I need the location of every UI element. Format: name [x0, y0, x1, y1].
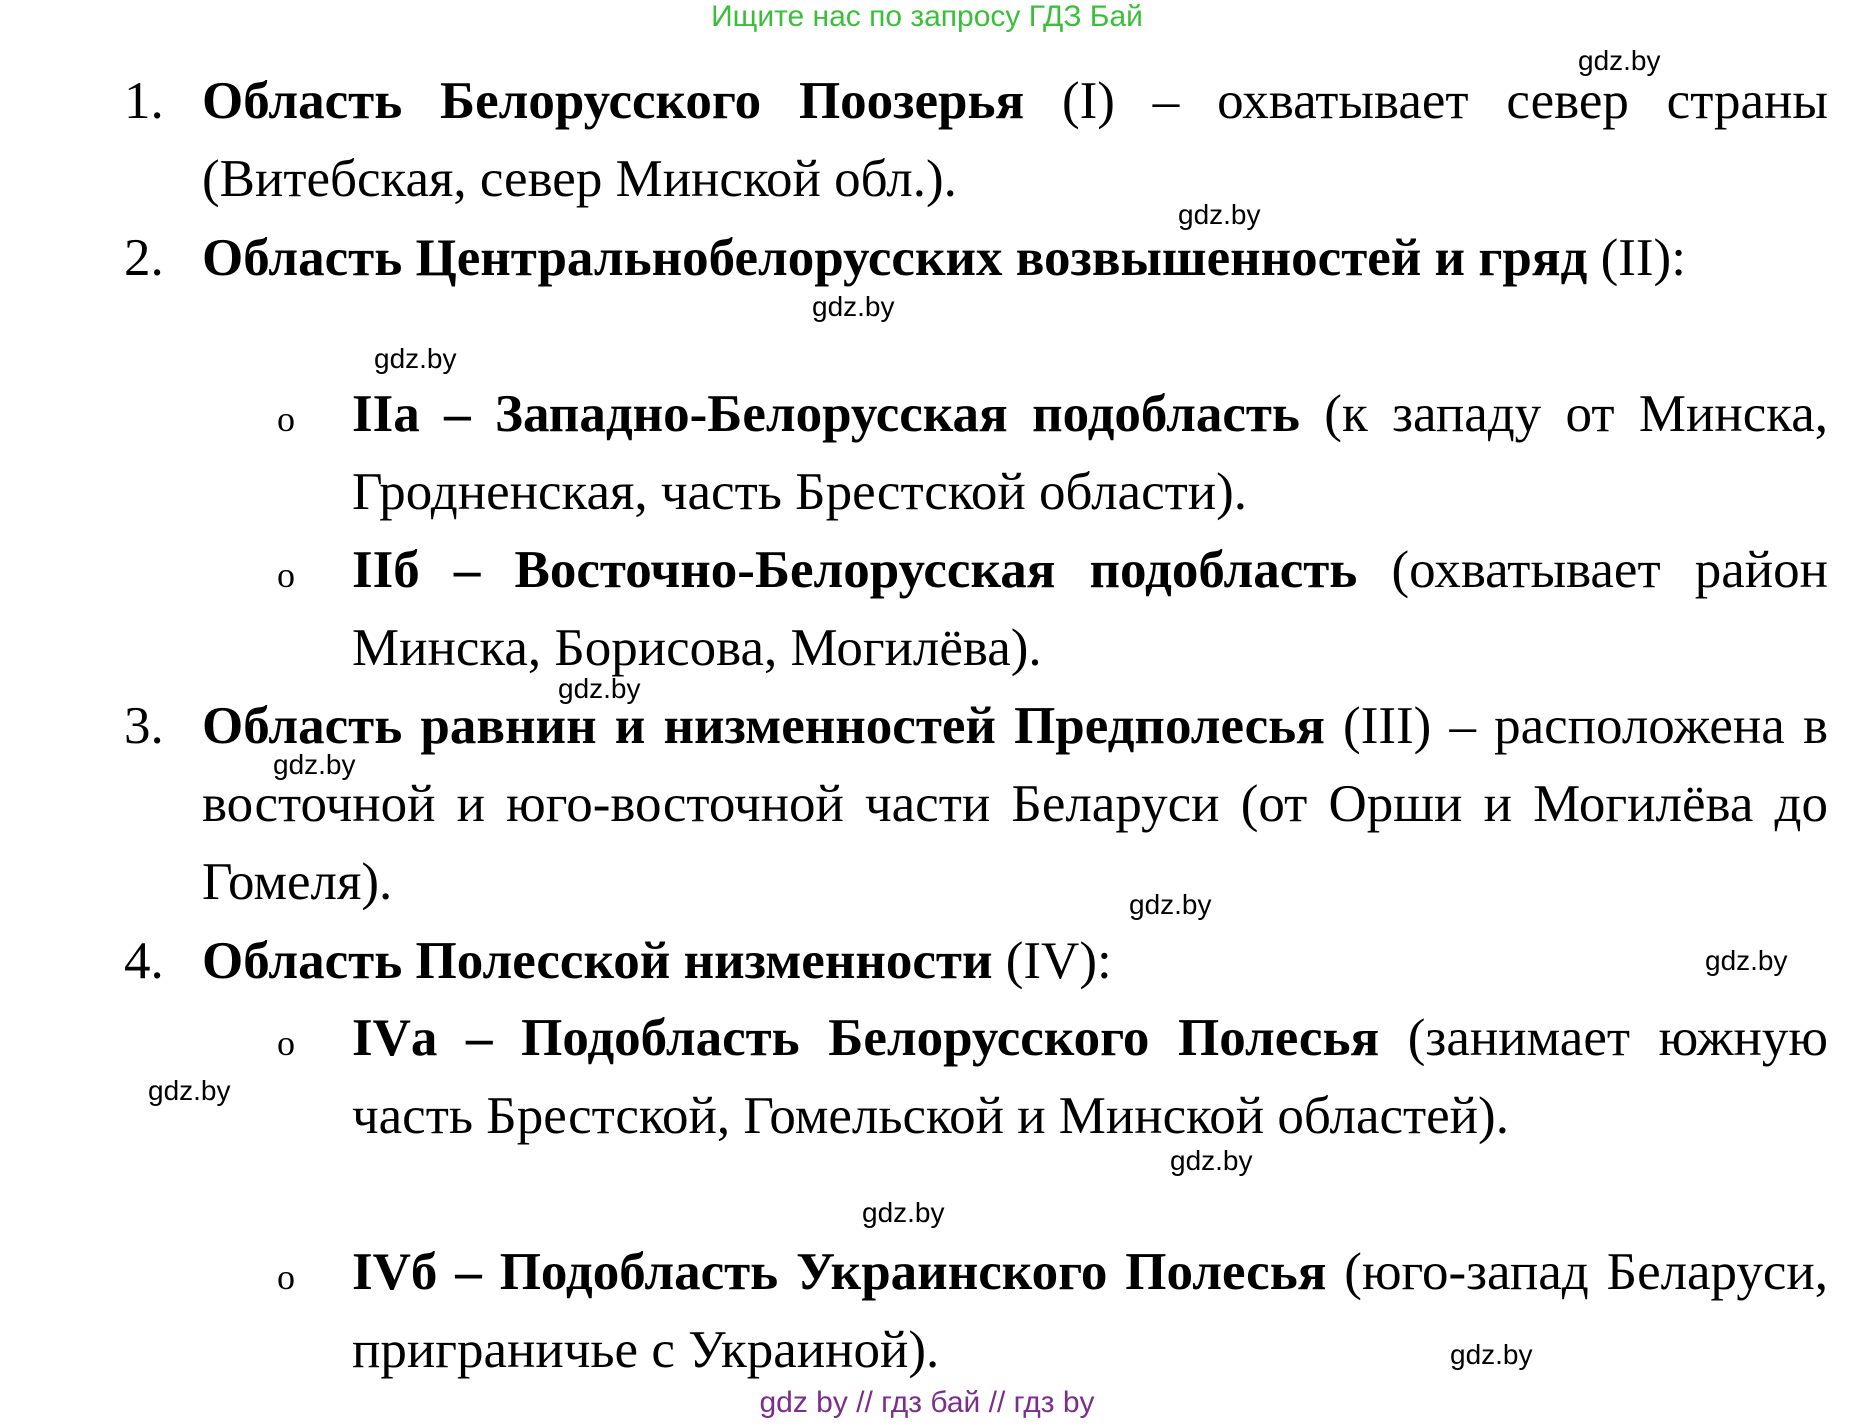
watermark: gdz.by	[558, 673, 641, 704]
item-title: Область Центральнобелорусских возвышенностей и гряд	[202, 229, 1588, 287]
bullet-icon: o	[277, 1023, 295, 1063]
header-banner[interactable]: Ищите нас по запросу ГДЗ Бай	[711, 0, 1143, 33]
list-item	[352, 375, 1828, 531]
item-number: 2.	[124, 229, 164, 287]
watermark: gdz.by	[862, 1197, 945, 1228]
watermark: gdz.by	[1129, 889, 1212, 920]
watermark: gdz.by	[1450, 1339, 1533, 1370]
item-title: Область равнин и низменностей Предполесья	[202, 697, 1325, 755]
item-title: IVб – Подобласть Украинского Полесья	[352, 1243, 1327, 1301]
bullet-icon: o	[277, 399, 295, 439]
bullet-icon: o	[277, 555, 295, 595]
item-text: (I) – охватывает север страны (Витебская, север Минской обл.).	[202, 72, 1828, 208]
list-item	[352, 999, 1828, 1155]
list-item	[352, 531, 1828, 687]
list-item	[202, 922, 1828, 1000]
item-title: Область Белорусского Поозерья	[202, 72, 1025, 130]
watermark: gdz.by	[374, 343, 457, 374]
item-number: 4.	[124, 932, 164, 990]
item-number: 1.	[124, 72, 164, 130]
watermark: gdz.by	[1705, 945, 1788, 976]
item-title: IIб – Восточно-Белорусская подобласть	[352, 541, 1358, 599]
list-item	[202, 62, 1828, 218]
list-item	[352, 1233, 1828, 1389]
footer-links[interactable]: gdz by // гдз бай // гдз by	[759, 1386, 1095, 1419]
item-title: IVа – Подобласть Белорусского Полесья	[352, 1009, 1380, 1067]
item-number: 3.	[124, 697, 164, 755]
item-title: Область Полесской низменности	[202, 932, 993, 990]
item-text: (III) – расположена в восточной и юго-восточной части Беларуси (от Орши и Могилёва до Гомеля).	[202, 697, 1828, 911]
list-item	[202, 219, 1828, 297]
item-text: (занимает южную часть Брестской, Гомельской и Минской областей).	[352, 1009, 1828, 1145]
watermark: gdz.by	[812, 291, 895, 322]
item-text: (охватывает район Минска, Борисова, Могилёва).	[352, 541, 1829, 677]
watermark: gdz.by	[1578, 45, 1661, 76]
list-item	[202, 687, 1828, 921]
watermark: gdz.by	[1170, 1145, 1253, 1176]
item-text: (к западу от Минска, Гродненская, часть Брестской области).	[352, 385, 1828, 521]
item-text: (юго-запад Беларуси, приграничье с Украиной).	[352, 1243, 1828, 1379]
watermark: gdz.by	[148, 1075, 231, 1106]
item-title: IIа – Западно-Белорусская подобласть	[352, 385, 1300, 443]
bullet-icon: o	[277, 1257, 295, 1297]
item-text: (II):	[1587, 229, 1686, 287]
item-text: (IV):	[992, 932, 1112, 990]
watermark: gdz.by	[1178, 199, 1261, 230]
watermark: gdz.by	[273, 749, 356, 780]
